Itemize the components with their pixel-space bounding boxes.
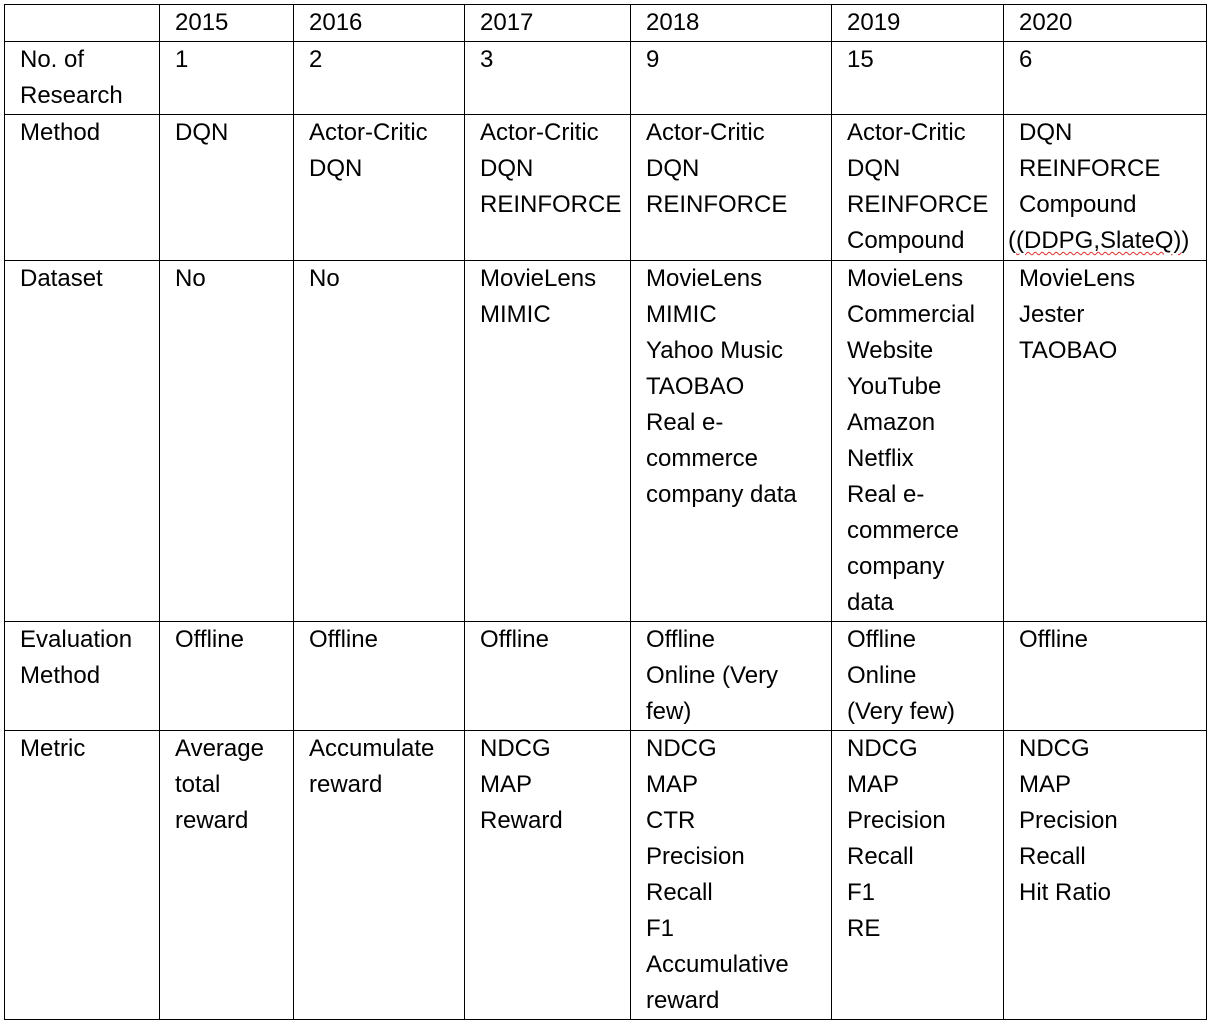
cell-value: NDCG — [480, 735, 551, 762]
cell-value: MAP — [646, 771, 699, 798]
table-row-no-of-research — [5, 42, 1207, 115]
cell-value: Actor-Critic — [309, 119, 428, 146]
header-row — [5, 5, 1207, 42]
cell-value: Offline — [309, 626, 378, 653]
cell-value: MovieLens — [1019, 265, 1136, 292]
cell-value: Jester — [1019, 301, 1085, 328]
cell-value: few) — [646, 698, 692, 725]
table-cell — [631, 622, 832, 731]
cell-value: No — [309, 265, 340, 292]
table-cell — [1004, 115, 1207, 261]
research-summary-table — [4, 4, 1207, 1020]
cell-value: Real e- — [646, 409, 724, 436]
table-cell — [631, 731, 832, 1020]
table-cell — [465, 42, 631, 115]
table-cell — [832, 622, 1004, 731]
cell-value: DQN — [646, 155, 700, 182]
table-row-method — [5, 115, 1207, 261]
row-label: Method — [20, 119, 101, 146]
cell-value: Average — [175, 735, 264, 762]
table-cell — [294, 115, 465, 261]
cell-value: Actor-Critic — [646, 119, 765, 146]
cell-value: NDCG — [847, 735, 918, 762]
table-cell — [631, 115, 832, 261]
cell-value: Hit Ratio — [1019, 879, 1112, 906]
cell-value: MIMIC — [480, 301, 551, 328]
cell-value: Reward — [480, 807, 563, 834]
cell-value: MovieLens — [646, 265, 763, 292]
cell-value: RE — [847, 915, 881, 942]
cell-value: DQN — [309, 155, 363, 182]
row-label-cell — [5, 42, 160, 115]
header-cell-year: 2019 — [832, 5, 1004, 42]
cell-value: total — [175, 771, 221, 798]
cell-value: (Very few) — [847, 698, 956, 725]
cell-value: 2 — [309, 46, 323, 73]
cell-value: Recall — [1019, 843, 1086, 870]
cell-value: Amazon — [847, 409, 936, 436]
table-cell — [832, 731, 1004, 1020]
cell-value: REINFORCE — [847, 191, 989, 218]
table-cell — [160, 731, 294, 1020]
table-cell — [294, 731, 465, 1020]
table-cell — [294, 42, 465, 115]
table-cell — [1004, 261, 1207, 622]
cell-value: company — [847, 553, 945, 580]
cell-value: reward — [175, 807, 249, 834]
cell-value: MovieLens — [847, 265, 964, 292]
table-cell — [631, 261, 832, 622]
cell-value: Recall — [847, 843, 914, 870]
cell-value: Precision — [646, 843, 745, 870]
table-cell — [465, 731, 631, 1020]
cell-value: 3 — [480, 46, 494, 73]
header-cell-year: 2018 — [631, 5, 832, 42]
cell-value: DQN — [1019, 119, 1073, 146]
cell-value: 6 — [1019, 46, 1033, 73]
cell-value: Precision — [847, 807, 946, 834]
cell-value: ((DDPG,SlateQ)) — [1008, 227, 1190, 254]
table-cell — [160, 261, 294, 622]
cell-value: Netflix — [847, 445, 914, 472]
cell-value: Offline — [175, 626, 244, 653]
cell-value: TAOBAO — [646, 373, 745, 400]
cell-value: TAOBAO — [1019, 337, 1118, 364]
table-cell — [832, 261, 1004, 622]
cell-value: REINFORCE — [646, 191, 788, 218]
cell-value: CTR — [646, 807, 696, 834]
cell-value: Offline — [646, 626, 715, 653]
row-label: Method — [20, 662, 101, 689]
cell-value: Website — [847, 337, 934, 364]
cell-value: Precision — [1019, 807, 1118, 834]
table-cell — [294, 261, 465, 622]
cell-value: commerce — [847, 517, 960, 544]
cell-value: Offline — [480, 626, 549, 653]
cell-value: Compound — [1019, 191, 1137, 218]
row-label: Metric — [20, 735, 86, 762]
cell-value: MIMIC — [646, 301, 717, 328]
cell-value: Online — [847, 662, 917, 689]
cell-value: F1 — [646, 915, 675, 942]
table-row-dataset — [5, 261, 1207, 622]
header-cell-year: 2017 — [465, 5, 631, 42]
table-cell — [465, 622, 631, 731]
row-label: Dataset — [20, 265, 103, 292]
cell-value: data — [847, 589, 894, 616]
cell-value: 1 — [175, 46, 189, 73]
cell-value: Accumulate — [309, 735, 435, 762]
table-cell — [160, 622, 294, 731]
row-label-cell — [5, 115, 160, 261]
cell-value: reward — [309, 771, 383, 798]
row-label: No. of — [20, 46, 85, 73]
row-label: Research — [20, 82, 123, 109]
row-label: Evaluation — [20, 626, 133, 653]
header-cell-year: 2015 — [160, 5, 294, 42]
header-cell-corner — [5, 5, 160, 42]
cell-value: Accumulative — [646, 951, 789, 978]
table-cell — [160, 42, 294, 115]
header-cell-year: 2020 — [1004, 5, 1207, 42]
table-row-metric — [5, 731, 1207, 1020]
table-cell — [1004, 731, 1207, 1020]
cell-value: DQN — [847, 155, 901, 182]
cell-value: Online (Very — [646, 662, 779, 689]
cell-value: MovieLens — [480, 265, 597, 292]
table-cell — [294, 622, 465, 731]
table-cell — [832, 115, 1004, 261]
cell-value: NDCG — [646, 735, 717, 762]
cell-value: Commercial — [847, 301, 976, 328]
cell-value: company data — [646, 481, 797, 508]
cell-value: REINFORCE — [1019, 155, 1161, 182]
cell-value: YouTube — [847, 373, 942, 400]
cell-value: F1 — [847, 879, 876, 906]
row-label-cell — [5, 731, 160, 1020]
table-cell — [832, 42, 1004, 115]
cell-value: No — [175, 265, 206, 292]
header-cell-year: 2016 — [294, 5, 465, 42]
cell-value: Actor-Critic — [847, 119, 966, 146]
table-cell — [465, 115, 631, 261]
cell-value: REINFORCE — [480, 191, 622, 218]
cell-value: 15 — [847, 46, 874, 73]
table-cell — [631, 42, 832, 115]
cell-value: MAP — [480, 771, 533, 798]
cell-value: MAP — [1019, 771, 1072, 798]
cell-value: MAP — [847, 771, 900, 798]
cell-value: commerce — [646, 445, 759, 472]
cell-value: DQN — [480, 155, 534, 182]
cell-value: Real e- — [847, 481, 925, 508]
cell-value: DQN — [175, 119, 229, 146]
spellcheck-underlined-text: (DDPG,SlateQ) — [1016, 227, 1182, 254]
cell-value: NDCG — [1019, 735, 1090, 762]
cell-value: Offline — [1019, 626, 1088, 653]
cell-value: Offline — [847, 626, 916, 653]
cell-value: Recall — [646, 879, 713, 906]
table-cell — [465, 261, 631, 622]
row-label-cell — [5, 622, 160, 731]
cell-value: reward — [646, 987, 720, 1014]
row-label-cell — [5, 261, 160, 622]
table-cell — [160, 115, 294, 261]
cell-value: Yahoo Music — [646, 337, 783, 364]
cell-value: Actor-Critic — [480, 119, 599, 146]
cell-value: 9 — [646, 46, 660, 73]
table-cell — [1004, 622, 1207, 731]
cell-value: Compound — [847, 227, 965, 254]
table-row-evaluation-method — [5, 622, 1207, 731]
table-cell — [1004, 42, 1207, 115]
